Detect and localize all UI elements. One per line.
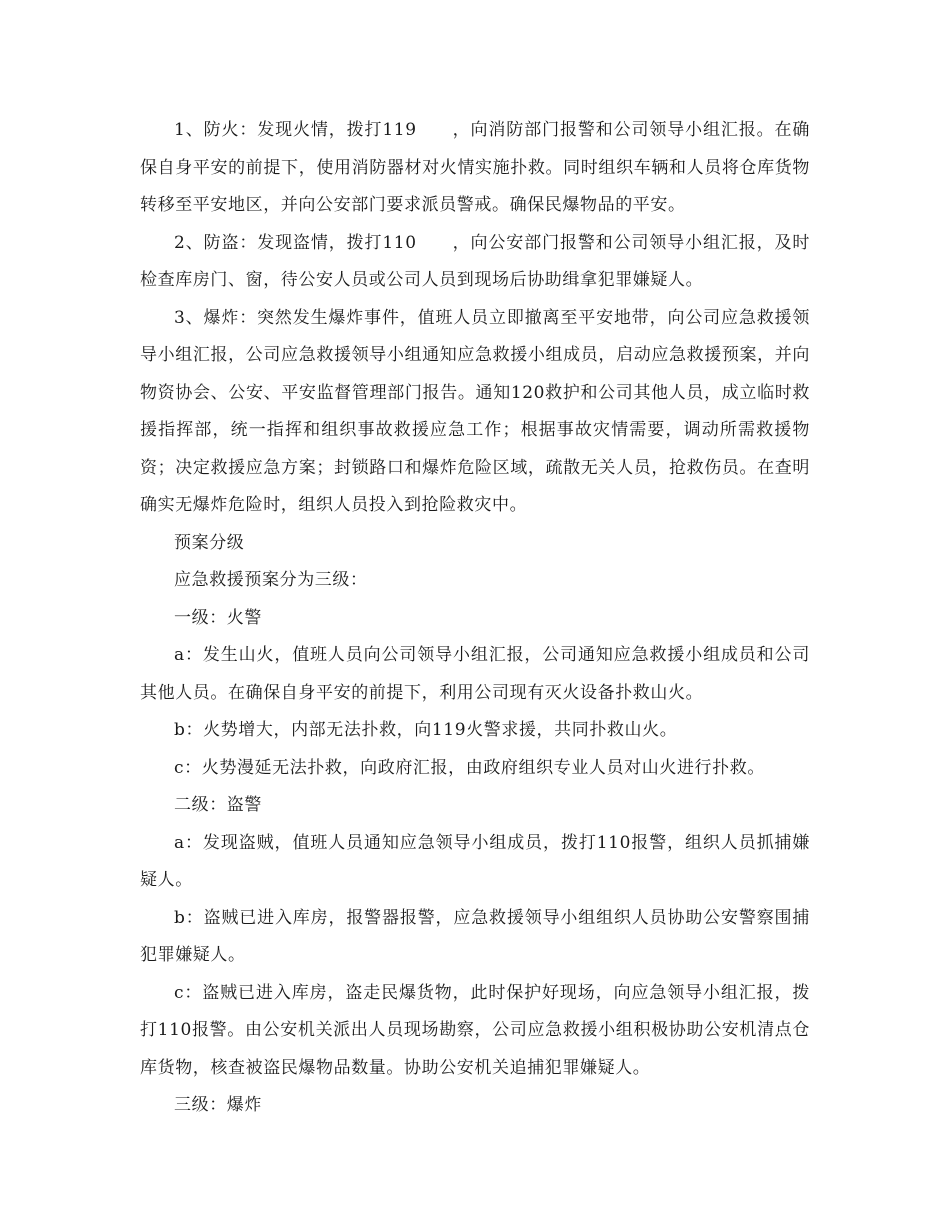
paragraph-level-2-b: b：盗贼已进入库房，报警器报警，应急救援领导小组组织人员协助公安警察围捕犯罪嫌疑人。: [140, 907, 810, 965]
heading-level-3-explosion: 三级：爆炸: [174, 1095, 262, 1115]
paragraph-levels-intro: 应急救援预案分为三级：: [174, 570, 368, 590]
document-body: [140, 112, 810, 1125]
paragraph-fire-prevention: 1、防火：发现火情，拨打119 ，向消防部门报警和公司领导小组汇报。在确保自身平安的前提下，使用消防器材对火情实施扑救。同时组织车辆和人员将仓库货物转移至平安地区，并向公安部门要求派员警戒。确保民爆物品的平安。: [140, 120, 810, 215]
heading-plan-levels: 预案分级: [174, 532, 245, 553]
heading-level-1-fire: 一级：火警: [174, 607, 262, 628]
paragraph-level-1-c: c：火势漫延无法扑救，向政府汇报，由政府组织专业人员对山火进行扑救。: [174, 757, 765, 778]
paragraph-level-2-c: c：盗贼已进入库房，盗走民爆货物，此时保护好现场，向应急领导小组汇报，拨打110报警。由公安机关派出人员现场勘察，公司应急救援小组积极协助公安机清点仓库货物，核查被盗民爆物品数量。协助公安机关追捕犯罪嫌疑人。: [140, 982, 810, 1078]
heading-level-2-theft: 二级：盗警: [174, 795, 262, 815]
paragraph-level-2-a: a：发现盗贼，值班人员通知应急领导小组成员，拨打110报警，组织人员抓捕嫌疑人。: [140, 832, 810, 890]
paragraph-level-1-b: b：火势增大，内部无法扑救，向119火警求援，共同扑救山火。: [174, 720, 678, 740]
paragraph-explosion: 3、爆炸：突然发生爆炸事件，值班人员立即撤离至平安地带，向公司应急救援领导小组汇报，公司应急救援领导小组通知应急救援小组成员，启动应急救援预案，并向物资协会、公安、平安监督管理部门报告。通知120救护和公司其他人员，成立临时救援指挥部，统一指挥和组织事故救援应急工作；根据事故灾情需要，调动所需救援物资；决定救援应急方案；封锁路口和爆炸危险区域，疏散无关人员，抢救伤员。在查明确实无爆炸危险时，组织人员投入到抢险救灾中。: [140, 307, 810, 515]
paragraph-theft-prevention: 2、防盗：发现盗情，拨打110 ，向公安部门报警和公司领导小组汇报，及时检查库房门、窗，待公安人员或公司人员到现场后协助缉拿犯罪嫌疑人。: [140, 232, 810, 290]
paragraph-level-1-a: a：发生山火，值班人员向公司领导小组汇报，公司通知应急救援小组成员和公司其他人员。在确保自身平安的前提下，利用公司现有灭火设备扑救山火。: [140, 645, 810, 703]
